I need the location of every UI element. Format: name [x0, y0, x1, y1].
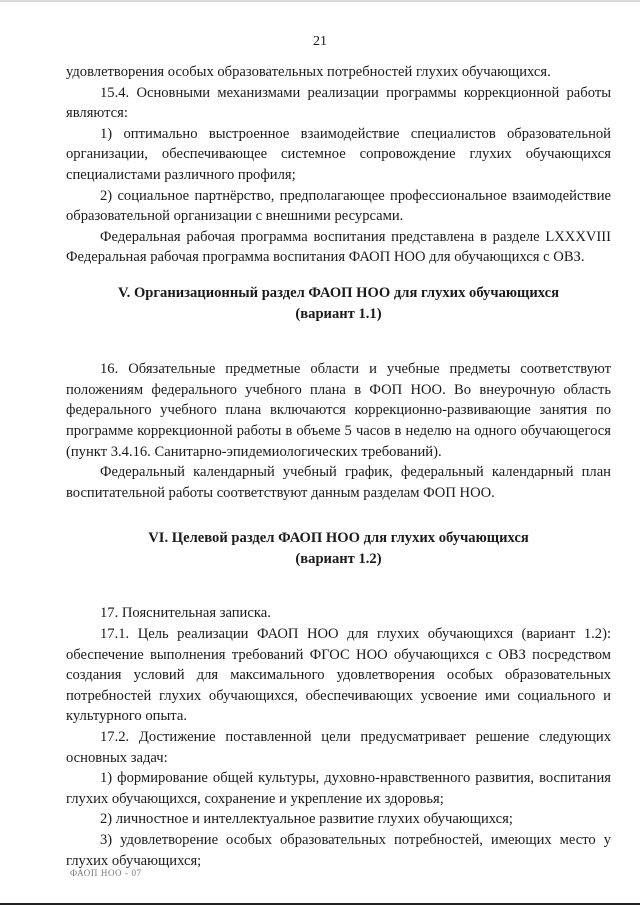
scan-edge-top — [0, 0, 640, 2]
list-item-mechanism-1: 1) оптимально выстроенное взаимодействие специалистов образовательной организации, обеспечивающее системное сопровождение глухих обучающихся специалистами различного профиля; — [66, 125, 611, 183]
section-v-variant: (вариант 1.1) — [295, 305, 382, 322]
list-item-task-1: 1) формирование общей культуры, духовно-нравственного развития, воспитания глухих обучающихся, сохранение и укрепление их здоровья; — [66, 770, 611, 807]
list-item-mechanism-2: 2) социальное партнёрство, предполагающее профессиональное взаимодействие образовательной организации с внешними ресурсами. — [66, 187, 611, 225]
section-v-heading: V. Организационный раздел ФАОП НОО для глухих обучающихся — [117, 284, 560, 301]
footer-mark: ФАОП НОО - 07 — [70, 868, 142, 878]
section-vi-heading: VI. Целевой раздел ФАОП НОО для глухих обучающихся — [148, 530, 529, 547]
section-vi-variant: (вариант 1.2) — [295, 550, 382, 567]
paragraph-17: 17. Пояснительная записка. — [100, 605, 271, 622]
list-item-task-2: 2) личностное и интеллектуальное развитие глухих обучающихся; — [100, 811, 513, 828]
paragraph-continuation: удовлетворения особых образовательных потребностей глухих обучающихся. — [66, 64, 551, 80]
list-item-task-3: 3) удовлетворение особых образовательных потребностей, имеющих место у глухих обучающихся; — [66, 832, 611, 869]
paragraph-upbringing-program: Федеральная рабочая программа воспитания представлена в разделе LXXXVIII Федеральная рабочая программа воспитания ФАОП НОО для обучающихся с ОВЗ. — [66, 228, 611, 266]
paragraph-16: 16. Обязательные предметные области и учебные предметы соответствуют положениям федерального учебного плана в ФОП НОО. Во внеурочную область федерального учебного плана включаются коррекционно-развивающие занятия по программе коррекционной работы в объеме 5 часов в неделю на одного обучающегося (пункт 3.4.16. Санитарно-эпидемиологических требований). — [66, 361, 611, 460]
page-content — [66, 62, 611, 871]
page-number: 21 — [313, 34, 327, 49]
paragraph-calendar: Федеральный календарный учебный график, федеральный календарный план воспитательной работы соответствуют данным разделам ФОП НОО. — [66, 464, 611, 501]
paragraph-17-2: 17.2. Достижение поставленной цели предусматривает решение следующих основных задач: — [66, 729, 611, 766]
paragraph-17-1: 17.1. Цель реализации ФАОП НОО для глухих обучающихся (вариант 1.2): обеспечение выполнения требований ФГОС НОО обучающихся с ОВЗ посредством создания условий для максимального удовлетворения особых образовательных потребностей глухих обучающихся, обеспечивающих усвоение ими социального и культурного опыта. — [66, 626, 611, 725]
paragraph-15-4: 15.4. Основными механизмами реализации программы коррекционной работы являются: — [66, 84, 611, 122]
